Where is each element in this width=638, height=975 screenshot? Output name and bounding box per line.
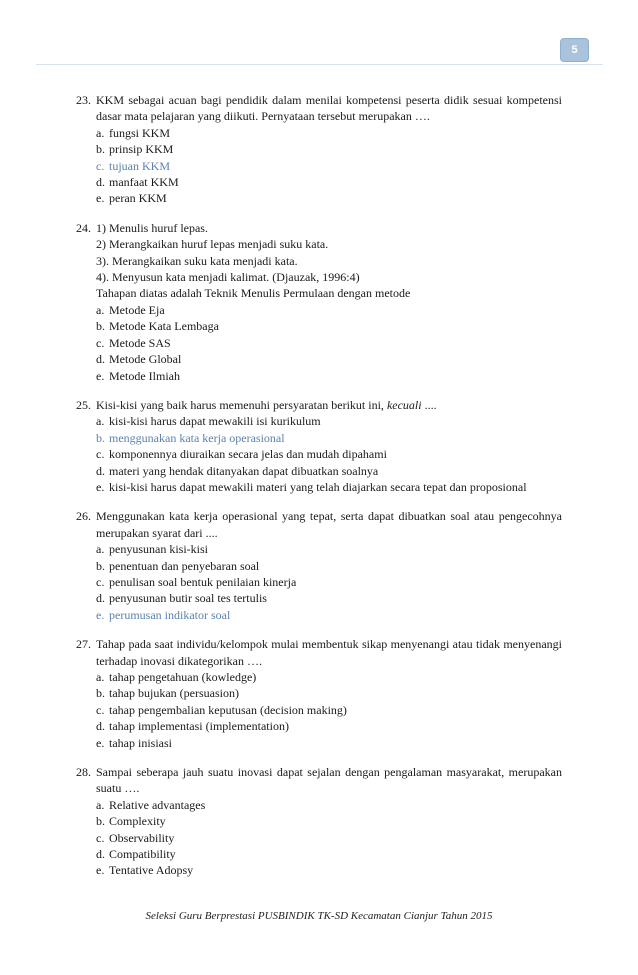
- question-number: 26.: [76, 509, 91, 524]
- question-stem-line: 3). Merangkaikan suku kata menjadi kata.: [96, 253, 298, 268]
- option-letter: c.: [96, 574, 105, 589]
- option-text: penyusunan kisi-kisi: [109, 542, 208, 557]
- option-text: tujuan KKM: [109, 158, 170, 173]
- option-text: kisi-kisi harus dapat mewakili isi kurikulum: [109, 414, 321, 429]
- option-text: penyusunan butir soal tes tertulis: [109, 591, 267, 606]
- option-letter: c.: [96, 335, 105, 350]
- option-text: penulisan soal bentuk penilaian kinerja: [109, 574, 297, 589]
- question-stem-line: 1) Menulis huruf lepas.: [96, 220, 208, 235]
- stem-text: Kisi-kisi yang baik harus memenuhi persyaratan berikut ini,: [96, 397, 387, 412]
- option-letter: b.: [96, 319, 105, 334]
- option-letter: a.: [96, 125, 105, 140]
- option-text: penentuan dan penyebaran soal: [109, 558, 260, 573]
- option-b: [96, 813, 562, 829]
- option-text: peran KKM: [109, 191, 167, 206]
- option-d: [96, 463, 562, 479]
- option-d: [96, 174, 562, 190]
- option-text: Complexity: [109, 814, 166, 829]
- option-e: [96, 862, 562, 878]
- option-text: tahap inisiasi: [109, 735, 172, 750]
- option-a: [96, 797, 562, 813]
- option-letter: c.: [96, 830, 105, 845]
- question-stem: [96, 397, 562, 413]
- question-23: [76, 92, 562, 207]
- option-letter: e.: [96, 735, 105, 750]
- page-number-badge: 5: [560, 38, 589, 62]
- option-letter: a.: [96, 670, 105, 684]
- question-stem-line: Tahapan diatas adalah Teknik Menulis Permulaan dengan metode: [96, 286, 411, 301]
- option-letter: e.: [96, 607, 105, 622]
- option-letter: b.: [96, 558, 105, 573]
- option-d: [96, 846, 562, 862]
- option-letter: e.: [96, 368, 105, 383]
- option-a: [96, 302, 562, 318]
- page-footer: Seleksi Guru Berprestasi PUSBINDIK TK-SD Kecamatan Cianjur Tahun 2015: [145, 910, 493, 922]
- question-stem: Sampai seberapa jauh suatu inovasi dapat sejalan dengan pengalaman masyarakat, merupakan suatu ….: [96, 765, 562, 796]
- question-stem-line: 2) Merangkaikan huruf lepas menjadi suku kata.: [96, 237, 329, 252]
- question-number: 23.: [76, 93, 91, 107]
- question-24: [76, 220, 562, 384]
- option-letter: e.: [96, 191, 105, 206]
- option-text: menggunakan kata kerja operasional: [109, 430, 285, 445]
- option-letter: d.: [96, 352, 105, 367]
- option-e: [96, 735, 562, 751]
- option-text: Tentative Adopsy: [109, 863, 194, 878]
- option-text: Metode Kata Lembaga: [109, 319, 219, 334]
- option-text: fungsi KKM: [109, 125, 171, 140]
- option-c: [96, 574, 562, 590]
- option-text: tahap pengembalian keputusan (decision making): [109, 702, 347, 717]
- option-a: [96, 413, 562, 429]
- question-28: [76, 764, 562, 879]
- option-b: [96, 685, 562, 701]
- option-c: [96, 702, 562, 718]
- option-letter: c.: [96, 447, 105, 462]
- option-letter: a.: [96, 542, 105, 557]
- option-text: Metode Eja: [109, 302, 165, 317]
- option-a: [96, 541, 562, 557]
- option-text: Metode Global: [109, 352, 182, 367]
- option-letter: c.: [96, 702, 105, 717]
- option-e: [96, 607, 562, 623]
- option-letter: a.: [96, 797, 105, 812]
- option-letter: d.: [96, 463, 105, 478]
- option-c: [96, 335, 562, 351]
- option-letter: a.: [96, 414, 105, 429]
- option-d: [96, 718, 562, 734]
- question-stem-line: 4). Menyusun kata menjadi kalimat. (Djauzak, 1996:4): [96, 270, 360, 285]
- option-text: Compatibility: [109, 847, 176, 862]
- option-letter: b.: [96, 814, 105, 829]
- option-letter: b.: [96, 686, 105, 701]
- option-letter: b.: [96, 430, 105, 445]
- option-letter: a.: [96, 302, 105, 317]
- option-e: [96, 479, 562, 495]
- option-b: [96, 430, 562, 446]
- question-number: 25.: [76, 397, 91, 412]
- option-letter: b.: [96, 142, 105, 157]
- option-letter: e.: [96, 863, 105, 878]
- option-letter: c.: [96, 158, 105, 173]
- question-27: [76, 636, 562, 751]
- question-list: [76, 92, 562, 892]
- option-text: materi yang hendak ditanyakan dapat dibuatkan soalnya: [109, 463, 379, 478]
- question-number: 28.: [76, 765, 91, 780]
- option-letter: d.: [96, 847, 105, 862]
- option-c: [96, 158, 562, 174]
- option-letter: e.: [96, 479, 105, 494]
- option-letter: d.: [96, 591, 105, 606]
- option-text: perumusan indikator soal: [109, 607, 231, 622]
- option-text: Metode SAS: [109, 335, 171, 350]
- option-text: tahap bujukan (persuasion): [109, 686, 239, 701]
- option-letter: d.: [96, 719, 105, 734]
- stem-emphasis: kecuali: [386, 397, 422, 412]
- option-c: [96, 830, 562, 846]
- option-text: prinsip KKM: [109, 142, 174, 157]
- stem-text: ....: [421, 397, 437, 412]
- option-text: tahap pengetahuan (kowledge): [109, 670, 257, 684]
- option-d: [96, 590, 562, 606]
- option-text: komponennya diuraikan secara jelas dan mudah dipahami: [109, 447, 387, 462]
- option-text: tahap implementasi (implementation): [109, 719, 289, 734]
- question-stem: KKM sebagai acuan bagi pendidik dalam menilai kompetensi peserta didik sesuai kompetensi dasar mata pelajaran yang diikuti. Pernyataan tersebut merupakan ….: [96, 93, 562, 124]
- option-text: Metode Ilmiah: [109, 368, 180, 383]
- option-b: [96, 558, 562, 574]
- question-number: 27.: [76, 637, 91, 652]
- question-26: [76, 508, 562, 623]
- question-stem: Tahap pada saat individu/kelompok mulai membentuk sikap menyenangi atau tidak menyenangi terhadap inovasi dikategorikan ….: [96, 637, 562, 668]
- question-25: [76, 397, 562, 495]
- option-text: kisi-kisi harus dapat mewakili materi yang telah diajarkan secara tepat dan proposional: [109, 479, 527, 494]
- question-number: 24.: [76, 220, 91, 235]
- option-c: [96, 446, 562, 462]
- option-letter: d.: [96, 175, 105, 190]
- option-text: manfaat KKM: [109, 175, 179, 190]
- header-divider: [36, 64, 603, 65]
- option-text: Relative advantages: [109, 797, 206, 812]
- option-text: Observability: [109, 830, 175, 845]
- option-d: [96, 351, 562, 367]
- option-a: [96, 669, 562, 685]
- option-b: [96, 318, 562, 334]
- option-e: [96, 368, 562, 384]
- option-a: [96, 125, 562, 141]
- question-stem: Menggunakan kata kerja operasional yang tepat, serta dapat dibuatkan soal atau pengecohnya merupakan syarat dari ....: [96, 509, 562, 540]
- option-e: [96, 190, 562, 206]
- option-b: [96, 141, 562, 157]
